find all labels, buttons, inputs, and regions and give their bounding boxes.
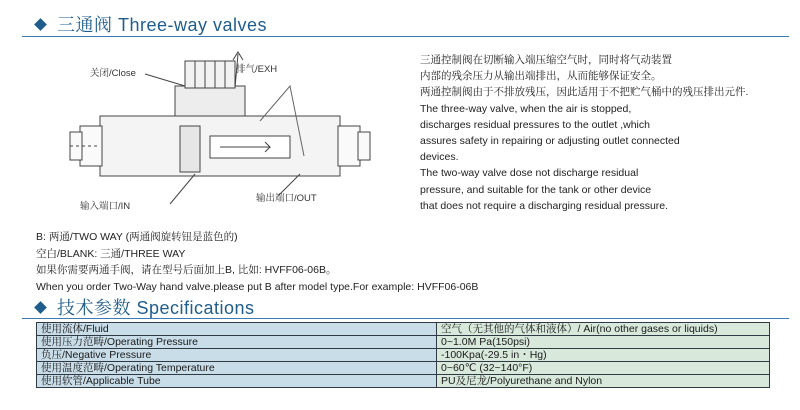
spec-key: 使用压力范畴/Operating Pressure: [37, 336, 437, 349]
valve-diagram: [60, 46, 390, 216]
note-line: B: 两通/TWO WAY (两通阀旋转钮是蓝色的): [36, 231, 238, 243]
spec-value: PU及尼龙/Polyurethane and Nylon: [437, 375, 770, 388]
table-row: [37, 375, 770, 388]
section-title: 技术参数 Specifications: [57, 298, 255, 318]
desc-line: The two-way valve dose not discharge residual: [420, 167, 639, 180]
ordering-notes: [36, 229, 478, 295]
spec-key: 负压/Negative Pressure: [37, 349, 437, 362]
spec-key: 使用流体/Fluid: [37, 323, 437, 336]
section-title: 三通阀 Three-way valves: [57, 15, 268, 35]
diamond-bullet-icon: [34, 18, 47, 31]
desc-line: assures safety in repairing or adjusting outlet connected: [420, 135, 680, 148]
spec-value: 空气（无其他的气体和液体）/ Air(no other gases or liquids): [437, 323, 770, 336]
table-row: [37, 336, 770, 349]
label-close: 关闭/Close: [90, 68, 136, 79]
label-exh: 排气/EXH: [236, 64, 278, 75]
specifications-table: [36, 322, 770, 388]
desc-line: The three-way valve, when the air is stopped,: [420, 102, 632, 115]
desc-line: that does not require a discharging residual pressure.: [420, 199, 669, 212]
section-header-three-way: [36, 11, 267, 37]
section-divider: [22, 318, 789, 319]
table-row: [37, 323, 770, 336]
diamond-bullet-icon: [34, 301, 47, 314]
spec-value: 0~1.0M Pa(150psi): [437, 336, 770, 349]
valve-description: [420, 52, 790, 214]
desc-line: devices.: [420, 151, 459, 164]
table-row: [37, 362, 770, 375]
spec-value: 0~60℃ (32~140°F): [437, 362, 770, 375]
section-divider: [22, 36, 789, 37]
spec-key: 使用温度范畴/Operating Temperature: [37, 362, 437, 375]
desc-line: 两通控制阀由于不排放残压，因此适用于不把贮气桶中的残压排出元件.: [420, 86, 749, 99]
spec-value: -100Kpa(-29.5 in・Hg): [437, 349, 770, 362]
spec-key: 使用软管/Applicable Tube: [37, 375, 437, 388]
desc-line: discharges residual pressures to the outlet ,which: [420, 118, 650, 131]
note-line: 空白/BLANK: 三通/THREE WAY: [36, 247, 186, 260]
desc-line: 内部的残余压力从输出端排出，从而能够保证安全。: [420, 70, 662, 83]
section-header-specifications: [36, 294, 255, 320]
desc-line: 三通控制阀在切断输入端压缩空气时，同时将气动装置: [420, 54, 672, 66]
table-row: [37, 349, 770, 362]
label-in: 输入端口/IN: [80, 201, 131, 212]
desc-line: pressure, and suitable for the tank or other device: [420, 183, 652, 196]
note-line: When you order Two-Way hand valve.please put B after model type.For example: HVFF06-06B: [36, 280, 479, 293]
note-line: 如果你需要两通手阀，请在型号后面加上B, 比如: HVFF06-06B。: [36, 264, 337, 276]
label-out: 输出端口/OUT: [256, 193, 317, 204]
